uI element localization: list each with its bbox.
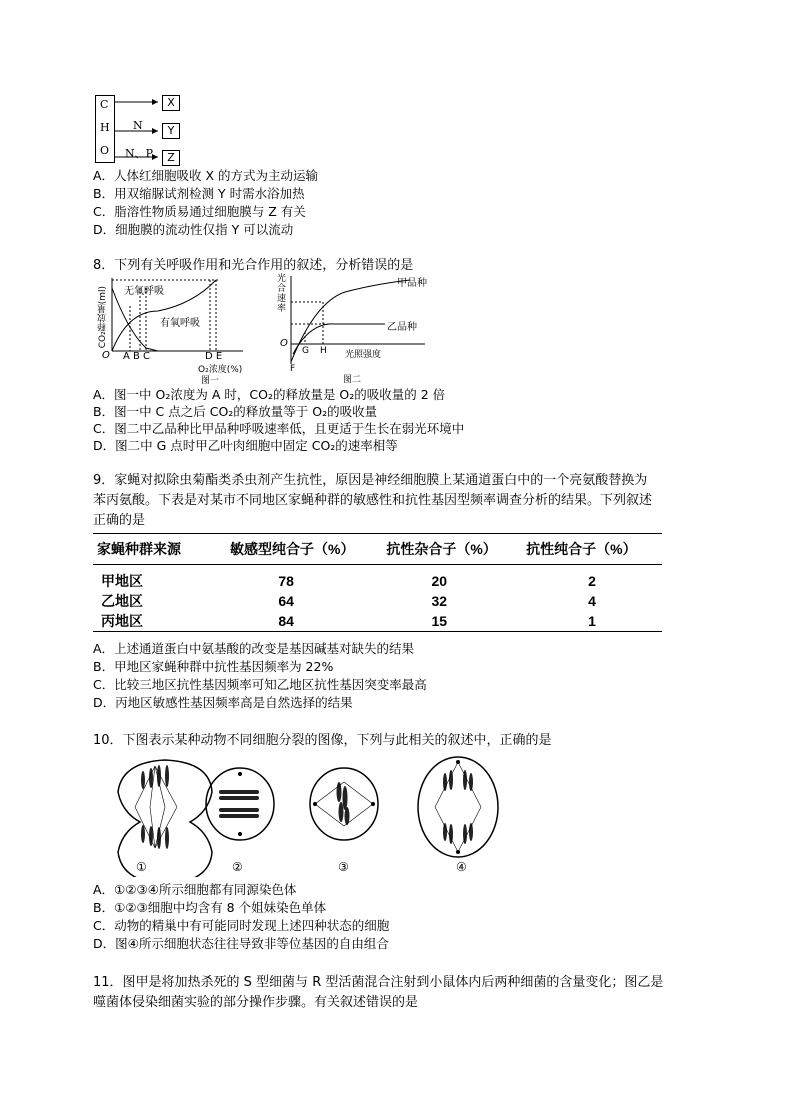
q8-option-a: A．图一中 O₂浓度为 A 时，CO₂的释放量是 O₂的吸收量的 2 倍 <box>93 387 446 402</box>
target-x: X <box>162 95 180 111</box>
q10-option-a: A．①②③④所示细胞都有同源染色体 <box>93 882 297 897</box>
fig2-point-g: G <box>302 346 309 356</box>
q8-figure-2 <box>275 272 435 387</box>
fig1-xticks-abc: A B C <box>123 351 151 362</box>
fig1-caption: 图一 <box>201 376 220 386</box>
cell-value: 64 <box>278 593 294 609</box>
q7-diagram <box>95 95 195 165</box>
cell-region: 甲地区 <box>101 573 143 589</box>
arrow-label-np: N、P <box>125 147 154 160</box>
cell-region: 丙地区 <box>93 611 226 632</box>
q8-figure-1 <box>98 276 248 386</box>
q7-option-a: A．人体红细胞吸收 X 的方式为主动运输 <box>93 168 319 183</box>
cell-label-1: ① <box>136 860 147 874</box>
cell-value: 84 <box>226 611 382 632</box>
cell-value: 2 <box>588 573 596 589</box>
cell-value: 32 <box>431 593 448 609</box>
q11-stem-line-2: 噬菌体侵染细菌实验的部分操作步骤。有关叙述错误的是 <box>93 995 419 1010</box>
q9-option-a: A．上述通道蛋白中氨基酸的改变是基因碱基对缺失的结果 <box>93 641 415 656</box>
fig2-xlabel: 光照强度 <box>345 350 382 360</box>
cell-label-3: ③ <box>338 860 349 874</box>
fig2-curve-yi: 乙品种 <box>387 322 417 333</box>
cell-value: 1 <box>522 611 662 632</box>
target-y: Y <box>162 123 180 139</box>
table-row <box>93 565 662 592</box>
fig2-caption: 图二 <box>343 375 362 385</box>
q8-option-d: D．图二中 G 点时甲乙叶肉细胞中固定 CO₂的速率相等 <box>93 438 398 453</box>
arrow-label-n: N <box>133 119 143 132</box>
q9-stem-line-3: 正确的是 <box>93 513 146 528</box>
q8-stem: 8．下列有关呼吸作用和光合作用的叙述，分析错误的是 <box>93 258 414 273</box>
q7-option-c: C．脂溶性物质易通过细胞膜与 Z 有关 <box>93 204 306 219</box>
q10-option-d: D．图④所示细胞状态往往导致非等位基因的自由组合 <box>93 936 389 951</box>
element-h: H <box>100 121 110 134</box>
fig2-origin: O <box>280 338 288 349</box>
cell-label-2: ② <box>232 860 243 874</box>
fig1-xticks-de: D E <box>205 351 223 362</box>
cell-region: 乙地区 <box>101 593 143 609</box>
q11-stem-line-1: 11．图甲是将加热杀死的 S 型细菌与 R 型活菌混合注射到小鼠体内后两种细菌的含量变化；图乙是 <box>93 975 664 990</box>
cell-value: 4 <box>588 593 596 609</box>
fig1-ylabel: CO₂释放量(ml) <box>98 286 108 349</box>
element-o: O <box>100 144 110 157</box>
cell-2 <box>206 768 274 840</box>
table-header-row <box>93 534 662 565</box>
cell-label-4: ④ <box>456 860 467 874</box>
header-sensitive: 敏感型纯合子（%） <box>226 534 382 565</box>
table-row <box>93 611 662 632</box>
fig1-origin: O <box>102 350 110 361</box>
cell-1 <box>118 760 212 877</box>
fig2-ylabel: 光合速率 <box>277 274 287 314</box>
cell-4 <box>418 757 498 857</box>
cell-value: 15 <box>382 611 522 632</box>
fig2-curve-jia: 甲品种 <box>397 278 427 289</box>
q9-option-c: C．比较三地区抗性基因频率可知乙地区抗性基因突变率最高 <box>93 677 427 692</box>
q8-option-c: C．图二中乙品种比甲品种呼吸速率低，且更适于生长在弱光环境中 <box>93 421 465 436</box>
q9-option-b: B．甲地区家蝇种群中抗性基因频率为 22% <box>93 659 334 674</box>
header-source: 家蝇种群来源 <box>93 534 226 565</box>
q10-stem: 10．下图表示某种动物不同细胞分裂的图像，下列与此相关的叙述中，正确的是 <box>93 733 552 748</box>
q7-option-d: D．细胞膜的流动性仅指 Y 可以流动 <box>93 222 294 237</box>
q10-option-c: C．动物的精巢中有可能同时发现上述四种状态的细胞 <box>93 918 390 933</box>
cell-value: 78 <box>278 573 294 589</box>
q8-option-b: B．图一中 C 点之后 CO₂的释放量等于 O₂的吸收量 <box>93 404 378 419</box>
q9-option-d: D．丙地区敏感性基因频率高是自然选择的结果 <box>93 695 353 710</box>
q10-cell-figures <box>95 752 515 877</box>
q9-stem-line-1: 9．家蝇对拟除虫菊酯类杀虫剂产生抗性，原因是神经细胞膜上某通道蛋白中的一个亮氨酸替换为 <box>93 473 648 488</box>
header-hetero: 抗性杂合子（%） <box>382 534 522 565</box>
q10-option-b: B．①②③细胞中均含有 8 个姐妹染色单体 <box>93 900 327 915</box>
q7-option-b: B．用双缩脲试剂检测 Y 时需水浴加热 <box>93 186 305 201</box>
q9-table <box>93 533 662 632</box>
target-z: Z <box>162 150 180 166</box>
fig1-curve-aerobic: 有氧呼吸 <box>160 318 200 329</box>
header-homo: 抗性纯合子（%） <box>522 534 662 565</box>
fig2-point-f: F <box>290 364 296 374</box>
cell-value: 20 <box>431 573 448 589</box>
cell-3 <box>310 768 378 840</box>
table-row <box>93 591 662 611</box>
q9-stem-line-2: 苯丙氨酸。下表是对某市不同地区家蝇种群的敏感性和抗性基因型频率调查分析的结果。下列叙述 <box>93 493 653 508</box>
fig1-xlabel: O₂浓度(%) <box>198 365 243 375</box>
fig1-curve-anaerobic: 无氧呼吸 <box>124 286 164 297</box>
fig2-point-h: H <box>320 346 327 356</box>
element-c: C <box>100 98 109 111</box>
